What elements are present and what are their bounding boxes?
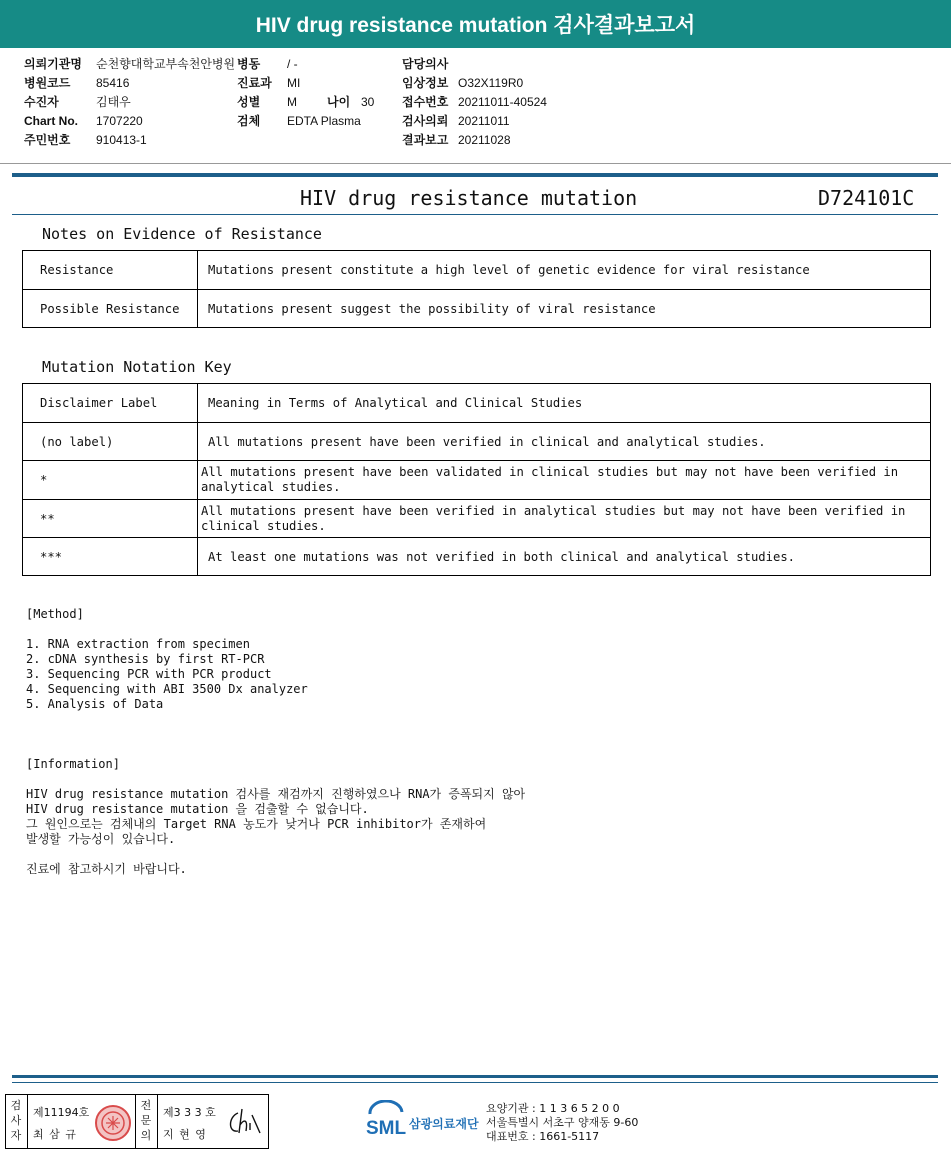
info-value: EDTA Plasma bbox=[287, 114, 361, 128]
notes-heading: Notes on Evidence of Resistance bbox=[42, 225, 322, 243]
method-step: 5. Analysis of Data bbox=[26, 697, 164, 711]
info-value: 순천향대학교부속천안병원 bbox=[96, 57, 236, 71]
stamp-label-specialist: 전문의 bbox=[140, 1099, 152, 1142]
footer-rule bbox=[12, 1075, 938, 1078]
title-top-rule bbox=[12, 173, 938, 177]
header-divider bbox=[0, 163, 951, 164]
notation-label: (no label) bbox=[23, 423, 198, 461]
notation-table bbox=[22, 383, 931, 576]
method-step: 3. Sequencing PCR with PCR product bbox=[26, 667, 272, 681]
signature-icon bbox=[224, 1105, 264, 1139]
patient-info-col1 bbox=[24, 55, 235, 150]
contact-block bbox=[486, 1102, 638, 1144]
notation-label: ** bbox=[23, 500, 198, 538]
table-row bbox=[23, 290, 931, 328]
info-label: 병동 bbox=[237, 57, 261, 71]
info-value: 20211028 bbox=[458, 133, 511, 147]
patient-info-col3 bbox=[402, 55, 547, 150]
signature-stamp-box bbox=[5, 1094, 269, 1149]
info-label: 병원코드 bbox=[24, 76, 71, 90]
notes-label: Resistance bbox=[23, 251, 198, 290]
method-step: 4. Sequencing with ABI 3500 Dx analyzer bbox=[26, 682, 308, 696]
stamp-name-examiner: 최 삼 규 bbox=[33, 1128, 77, 1141]
notes-label: Possible Resistance bbox=[23, 290, 198, 328]
sml-logo-text: SML bbox=[366, 1118, 407, 1139]
sml-logo-icon bbox=[364, 1100, 408, 1142]
info-label: 임상정보 bbox=[402, 76, 449, 90]
info-label: 나이 bbox=[327, 95, 351, 109]
org-name: 삼광의료재단 bbox=[409, 1117, 479, 1131]
method-step: 1. RNA extraction from specimen bbox=[26, 637, 250, 651]
info-value: 85416 bbox=[96, 76, 130, 90]
info-value: M bbox=[287, 95, 297, 109]
notation-text: All mutations present have been verified in clinical and analytical studies. bbox=[198, 423, 931, 461]
info-label: 접수번호 bbox=[402, 95, 449, 109]
report-title: HIV drug resistance mutation bbox=[300, 186, 638, 210]
info-label: 수진자 bbox=[24, 95, 59, 109]
notation-header-label: Disclaimer Label bbox=[23, 384, 198, 423]
method-heading: [Method] bbox=[26, 607, 84, 621]
information-closing: 진료에 참고하시기 바랍니다. bbox=[26, 862, 187, 876]
notation-label: *** bbox=[23, 538, 198, 576]
notation-text: At least one mutations was not verified in both clinical and analytical studies. bbox=[198, 538, 931, 576]
info-value: 30 bbox=[361, 95, 375, 109]
patient-info-col2 bbox=[237, 55, 374, 131]
info-label: Chart No. bbox=[24, 114, 78, 128]
info-value: MI bbox=[287, 76, 301, 90]
stamp-license-examiner: 제11194호 bbox=[33, 1106, 90, 1119]
information-line: HIV drug resistance mutation 검사를 재검까지 진행하였으나 RNA가 증폭되지 않아 bbox=[26, 787, 526, 801]
info-label: 검사의뢰 bbox=[402, 114, 449, 128]
table-header-row bbox=[23, 384, 931, 423]
info-value: 20211011 bbox=[458, 114, 510, 128]
notes-text: Mutations present suggest the possibility of viral resistance bbox=[198, 290, 931, 328]
info-value: 김태우 bbox=[96, 95, 131, 109]
method-step: 2. cDNA synthesis by first RT-PCR bbox=[26, 652, 265, 666]
info-label: 주민번호 bbox=[24, 133, 71, 147]
info-value: 1707220 bbox=[96, 114, 143, 128]
info-label: 성별 bbox=[237, 95, 261, 109]
table-row bbox=[23, 538, 931, 576]
official-seal-icon bbox=[94, 1104, 132, 1142]
info-label: 검체 bbox=[237, 114, 261, 128]
stamp-label-examiner: 검사자 bbox=[10, 1099, 22, 1142]
information-line: 발생할 가능성이 있습니다. bbox=[26, 832, 176, 846]
report-header-title: HIV drug resistance mutation 검사결과보고서 bbox=[0, 0, 951, 48]
footer-rule-thin bbox=[12, 1082, 938, 1083]
report-code: D724101C bbox=[818, 186, 915, 210]
info-label: 의뢰기관명 bbox=[24, 57, 82, 71]
title-bottom-rule bbox=[12, 214, 938, 215]
info-value: 910413-1 bbox=[96, 133, 147, 147]
information-heading: [Information] bbox=[26, 757, 120, 771]
table-row bbox=[23, 461, 931, 500]
notation-heading: Mutation Notation Key bbox=[42, 358, 232, 376]
table-row bbox=[23, 251, 931, 290]
info-value: 20211011-40524 bbox=[458, 95, 547, 109]
table-row bbox=[23, 500, 931, 538]
notation-header-text: Meaning in Terms of Analytical and Clinical Studies bbox=[198, 384, 931, 423]
info-value: / - bbox=[287, 57, 298, 71]
notation-label: * bbox=[23, 461, 198, 500]
info-label: 결과보고 bbox=[402, 133, 449, 147]
notation-text: All mutations present have been verified in analytical studies but may not have been verified in clinical studies. bbox=[198, 500, 931, 538]
contact-line: 서울특별시 서초구 양재동 9-60 bbox=[486, 1116, 639, 1129]
notation-text: All mutations present have been validated in clinical studies but may not have been verified in analytical studies. bbox=[198, 461, 931, 500]
stamp-license-specialist: 제3 3 3 호 bbox=[163, 1106, 216, 1119]
notes-text: Mutations present constitute a high level of genetic evidence for viral resistance bbox=[198, 251, 931, 290]
contact-line: 요양기관 : 1 1 3 6 5 2 0 0 bbox=[486, 1102, 620, 1115]
contact-line: 대표번호 : 1661-5117 bbox=[486, 1130, 600, 1143]
information-line: 그 원인으로는 검체내의 Target RNA 농도가 낮거나 PCR inhibitor가 존재하여 bbox=[26, 817, 487, 831]
info-label: 담당의사 bbox=[402, 57, 449, 71]
notes-table bbox=[22, 250, 931, 328]
information-line: HIV drug resistance mutation 을 검출할 수 없습니다. bbox=[26, 802, 369, 816]
table-row bbox=[23, 423, 931, 461]
info-value: O32X119R0 bbox=[458, 76, 524, 90]
stamp-name-specialist: 지 현 영 bbox=[163, 1128, 207, 1141]
info-label: 진료과 bbox=[237, 76, 272, 90]
